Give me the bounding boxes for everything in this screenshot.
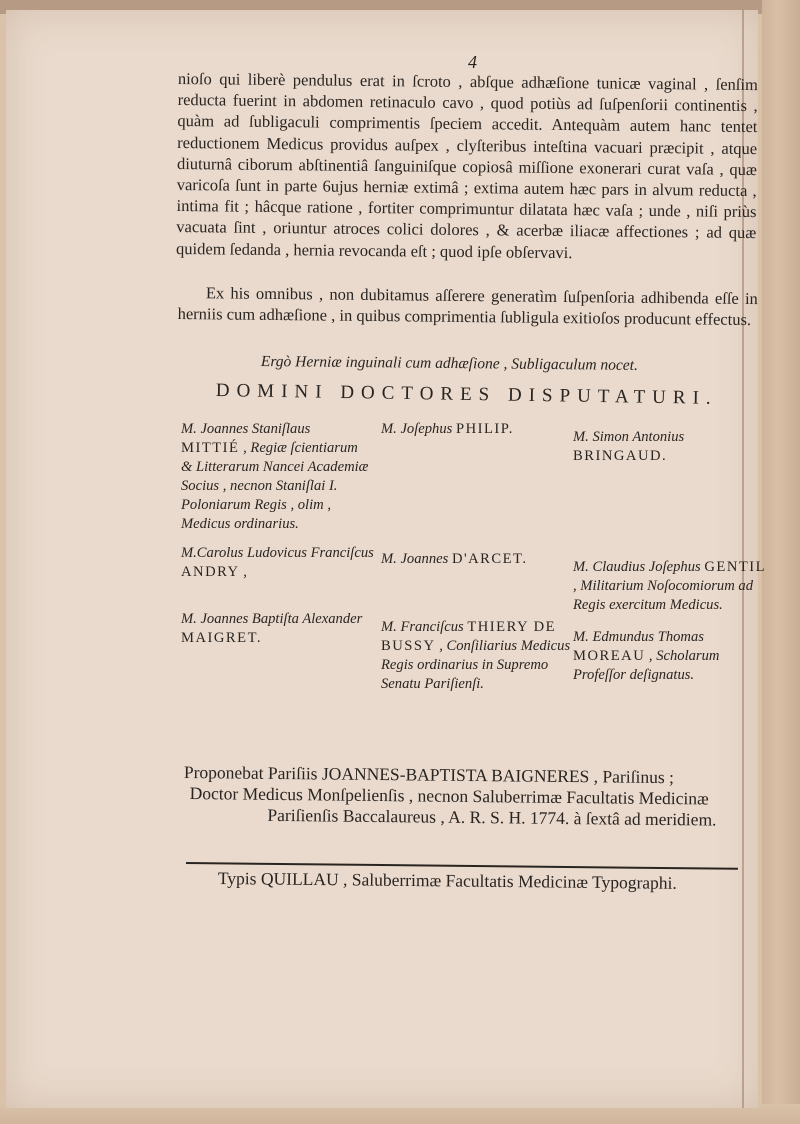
doctor-surname: GENTIL (704, 559, 767, 575)
thesis-conclusion: Ergò Herniæ inguinali cum adhæſione , Subligaculum nocet. (260, 353, 638, 374)
doctors-list (181, 420, 767, 730)
doctor-entry (181, 610, 371, 648)
proponebat-line-3: Pariſienſis Baccalaureus , A. R. S. H. 1774. à ſextâ ad meridiem. (267, 804, 717, 830)
doctor-description: , (243, 564, 247, 580)
doctor-name: M. Edmundus Thomas (573, 629, 704, 645)
doctor-name: M. Joſephus (381, 421, 453, 437)
doctor-entry (573, 428, 763, 466)
doctor-entry (181, 544, 376, 582)
paragraph-2-text: Ex his omnibus , non dubitamus aſſerere generatìm ſuſpenſoria adhibenda eſſe in herniis cum adhæſione , in quibus comprimentia ſubligula exitioſos producunt effectus. (177, 283, 758, 330)
doctor-surname: PHILIP. (456, 421, 514, 437)
doctor-entry (381, 420, 561, 439)
doctor-name: M. Simon Antonius (573, 429, 685, 445)
doctor-description: , Militarium Noſocomiorum ad Regis exercitum Medicus. (573, 578, 753, 613)
printer-line: Typis QUILLAU , Saluberrimæ Facultatis Medicinæ Typographi. (217, 868, 677, 893)
paragraph-1-text: nioſo qui liberè pendulus erat in ſcroto , abſque adhæſione tunicæ vaginal , ſenſim reducta fuerint in abdomen retinaculo cavo , quod potiùs ad ſuſpenſorii continentis , quàm ad ſubligaculi comprimentis ſpeciem accedit. Antequàm autem hanc tentet reductionem Medicus providus auſpex , clyſteribus inteſtina vacuari præcipit , atque diuturnâ ciborum abſtinentiâ ſanguiniſque copiosâ miſſione exonerari curat vaſa , quæ varicoſa ſunt in parte 6ujus herniæ extimâ ; extima autem hæc pars in alvum reducta , intima fit ; hâcque ratione , fortiter comprimuntur dilatata hæc vaſa ; unde , niſi priùs vacuata ſint , oriuntur atroces colici dolores , & acerbæ iliacæ affectiones ; ad quæ quidem ſedanda , hernia revocanda eſt ; quod ipſe obſervavi. (176, 68, 758, 262)
doctor-name: M.Carolus Ludovicus Franciſcus (181, 545, 374, 561)
doctor-name: M. Franciſcus (381, 619, 464, 635)
doctor-name: M. Joannes Baptiſta Alexander (181, 611, 363, 627)
doctor-name: M. Joannes (381, 551, 449, 567)
document-page (6, 10, 767, 1108)
doctor-name: M. Joannes Staniſlaus (181, 421, 311, 437)
doctor-surname: D'ARCET. (451, 551, 528, 567)
doctor-description: , Conſiliarius Medicus Regis ordinarius in Supremo Senatu Pariſienſi. (381, 638, 571, 692)
doctor-surname: BRINGAUD. (573, 448, 668, 464)
doctors-heading: DOMINI DOCTORES DISPUTATURI. (215, 380, 718, 409)
doctor-entry (181, 420, 371, 534)
proponebat-line-2: Doctor Medicus Monſpelienſis , necnon Saluberrimæ Facultatis Medicinæ (189, 783, 709, 809)
proponebat-block (183, 762, 756, 831)
doctor-surname: THIERY DE BUSSY (381, 619, 557, 654)
doctor-description: , Regiæ ſcientiarum & Litterarum Nancei Academiæ Socius , necnon Staniſlai I. Poloniarum Regis , olim , Medicus ordinarius. (181, 440, 369, 532)
doctor-surname: MOREAU (573, 648, 646, 664)
body-paragraph-1 (176, 68, 758, 265)
doctor-surname: ANDRY (181, 564, 240, 580)
doctor-entry (573, 628, 773, 685)
doctor-entry (573, 558, 768, 615)
doctor-name: M. Claudius Joſephus (573, 559, 701, 575)
proponebat-line-1: Proponebat Pariſiis JOANNES-BAPTISTA BAIGNERES , Pariſinus ; (183, 762, 675, 788)
page-number: 4 (468, 52, 477, 72)
doctor-surname: MAIGRET. (181, 630, 263, 646)
doctor-entry (381, 550, 561, 569)
doctor-entry (381, 618, 571, 694)
body-paragraph-2 (178, 282, 758, 330)
doctor-description: , Scholarum Profeſſor deſignatus. (573, 648, 720, 683)
doctor-surname: MITTIÉ (181, 440, 240, 456)
